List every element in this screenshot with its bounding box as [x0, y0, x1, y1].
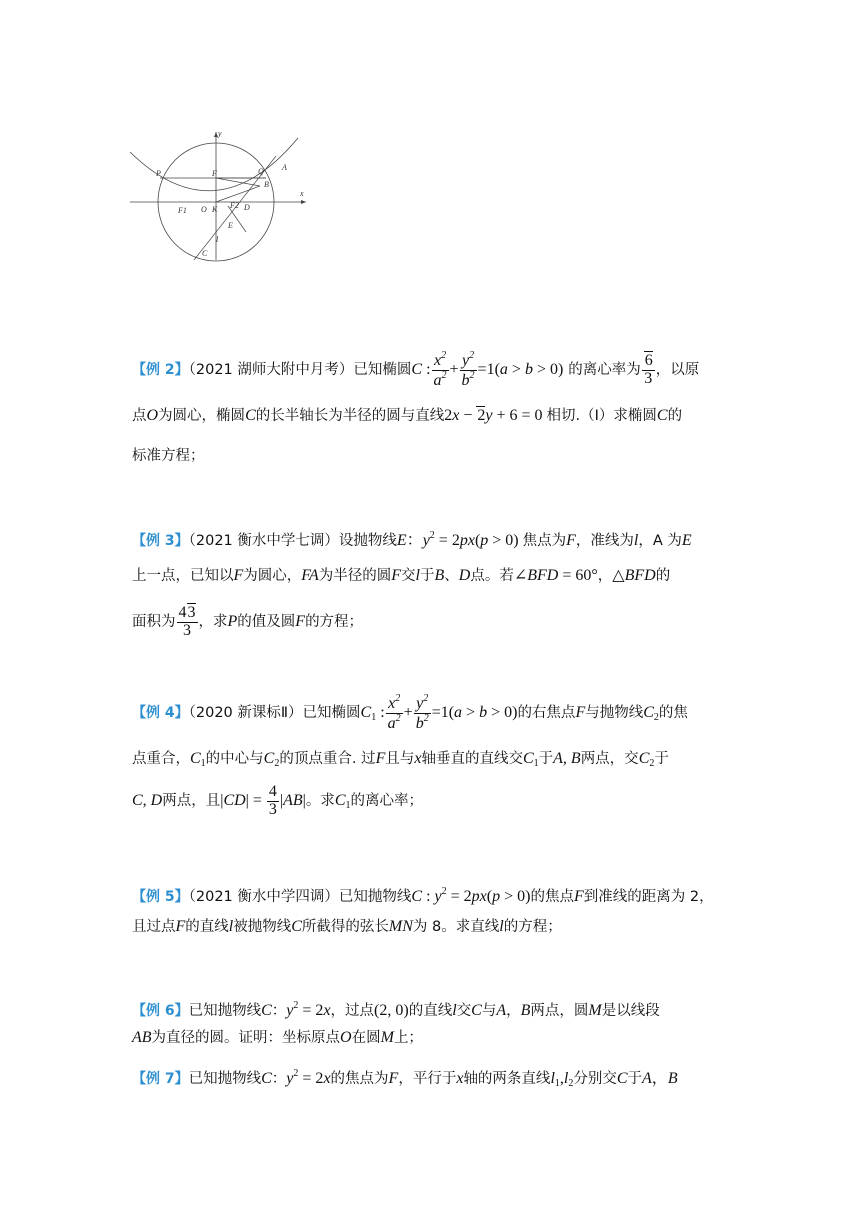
figure-label: Q: [258, 167, 264, 176]
example-tag: 【例 5】: [132, 889, 189, 905]
example-tag: 【例 4】: [132, 705, 189, 721]
example-tag: 【例 7】: [132, 1071, 189, 1087]
example-tag: 【例 6】: [132, 1003, 189, 1019]
figure-label: F: [212, 169, 217, 178]
example-tag: 【例 2】: [132, 362, 189, 378]
example-source: （2021 衡水中学七调）: [188, 533, 339, 549]
figure-label: B: [264, 180, 269, 189]
example-tag: 【例 3】: [132, 533, 189, 549]
figure-label: K: [212, 205, 218, 214]
figure-label: P: [156, 169, 161, 178]
parabola-curve: [130, 138, 298, 191]
figure-label: x: [300, 189, 304, 198]
figure-label: l: [216, 235, 219, 244]
figure-label: F1: [178, 206, 187, 215]
figure-label: C: [202, 249, 208, 258]
example-source: （2021 衡水中学四调）: [188, 889, 339, 905]
figure-label: y: [218, 129, 222, 138]
figure-label: F2: [230, 201, 239, 210]
figure-label: D: [244, 203, 250, 212]
figure-label: A: [282, 163, 287, 172]
document-page: y x P F Q A B F1 O K F2 D E l C 【例 2】（2021 湖师大附中月考）已知椭圆C : $\frac{x^2}{a^2}$ + $\frac{y^2}{b^2}$ =1(a > b > 0) 的离心率为 $\frac{6}{3}$ ，以原 点O为圆心，椭圆C的长半轴长为半径的圆与直线2x − 2y + 6 = 0 相切.（Ⅰ）求椭圆C的 标准方程； 【例 3】（2021 衡水中学七调）设抛物线E：$y^2 = 2px(p > 0)$ 焦点为F，准线为l，A 为E 上一点，已知以F为圆心，FA为半径的圆F交l于B、D点。若∠BFD = 60°，△BFD的 面积为 $\frac{43}{3}$ ，求P的值及圆F的方程； 【例 4】（2020 新课标Ⅱ）已知椭圆$C_1$ : $\frac{x^2}{a^2}$ + $\frac{y^2}{b^2}$ =1(a > b > 0)的右焦点F与抛物线$C_2$的焦 点重合，$C_1$的中心与$C_2$的顶点重合. 过F且与x轴垂直的直线交$C_1$于A, B两点，交$C_2$于 C, D两点，且|CD| = $\frac{4}{3}$ |AB|。求$C_1$的离心率； 【例 5】（2021 衡水中学四调）已知抛物线C : $y^2 = 2px(p > 0)$的焦点F到准线的距离为 2， 且过点F的直线l被抛物线C所截得的弦长MN为 8。求直线l的方程； 【例 6】已知抛物线C：$y^2 = 2x$，过点(2, 0)的直线l交C与A，B两点，圆M是以线段 AB为直径的圆。证明：坐标原点O在圆M上； 【例 7】已知抛物线C：$y^2 = 2x$的焦点为F，平行于x轴的两条直线$l_1,l_2$分别交C于A，B: [0, 0, 860, 1216]
figure-label: E: [228, 221, 233, 230]
ellipse-parabola-figure: [126, 126, 316, 262]
example-source: （2021 湖师大附中月考）: [188, 362, 354, 378]
example-source: （2020 新课标Ⅱ）: [188, 705, 303, 721]
figure-label: O: [201, 205, 207, 214]
